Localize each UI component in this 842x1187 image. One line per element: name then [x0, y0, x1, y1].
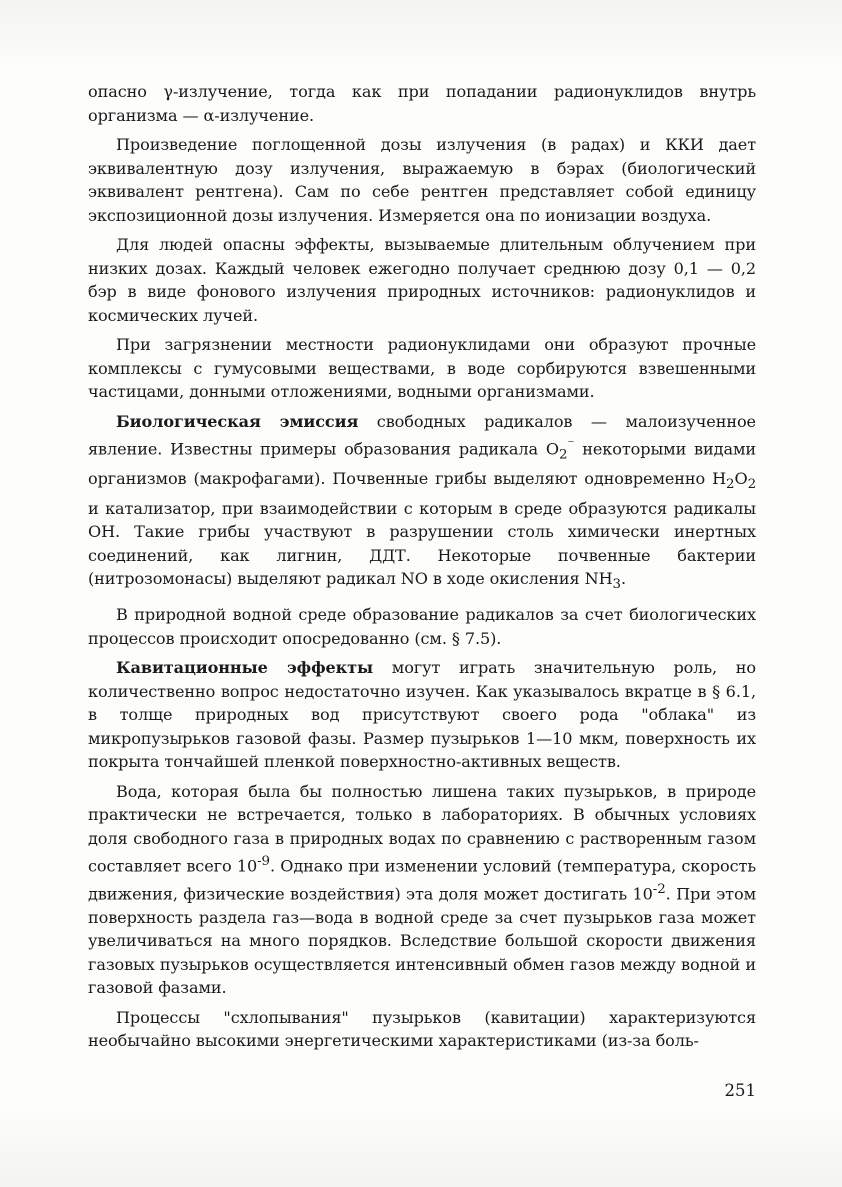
subscript: 2: [558, 447, 568, 463]
page-text-body: [88, 80, 756, 1059]
text-run: Процессы "схлопывания" пузырьков (кавитации) характеризуются необычайно высокими энергетическими характеристиками (из-за боль-: [88, 1007, 756, 1051]
paragraph: [88, 233, 756, 327]
superscript: ⁻: [567, 437, 575, 452]
superscript: -9: [257, 854, 270, 870]
text-run: некоторыми видами организмов (макрофагами). Почвенные грибы выделяют одновременно H: [88, 439, 756, 489]
bold-term: Биологическая эмиссия: [116, 411, 359, 431]
text-run: свободных радикалов — малоизученное явление. Известны примеры образования радикала O: [88, 411, 756, 459]
subscript: 3: [612, 577, 621, 593]
text-run: могут играть значительную роль, но количественно вопрос недостаточно изучен. Как указывалось вкратце в § 6.1, в толще природных вод присутствуют своего рода "облака" из микропузырьков газовой фазы. Размер пузырьков 1—10 мкм, поверхность их покрыта тончайшей пленкой поверхностно-активных веществ.: [88, 658, 756, 772]
text-run: .: [620, 569, 627, 589]
superscript: -2: [652, 881, 666, 897]
paragraph: [88, 333, 756, 404]
text-run: и катализатор, при взаимодействии с которым в среде образуются радикалы OH. Такие грибы участвуют в разрушении столь химически инертных соединений, как лигнин, ДДТ. Некоторые почвенные бактерии (нитрозомонасы) выделяют радикал NO в ходе окисления NH: [88, 498, 756, 589]
paragraph: [88, 410, 756, 598]
text-run: Произведение поглощенной дозы излучения (в радах) и ККИ дает эквивалентную дозу излучения, выражаемую в бэрах (биологический эквивалент рентгена). Сам по себе рентген представляет собой единицу экспозиционной дозы излучения. Измеряется она по ионизации воздуха.: [88, 135, 756, 225]
text-run: При загрязнении местности радионуклидами они образуют прочные комплексы с гумусовыми веществами, в воде сорбируются взвешенными частицами, донными отложениями, водными организмами.: [88, 335, 756, 401]
paragraph: [88, 1006, 756, 1053]
subscript: 2: [726, 477, 735, 493]
subscript: 2: [747, 477, 756, 493]
text-run: опасно γ-излучение, тогда как при попадании радионуклидов внутрь организма — α-излучение.: [88, 82, 756, 125]
paragraph: [88, 603, 756, 650]
text-run: . При этом поверхность раздела газ—вода в водной среде за счет пузырьков газа может увеличиваться на много порядков. Вследствие большой скорости движения газовых пузырьков осуществляется интенсивный обмен газов между водной и газовой фазами.: [88, 884, 756, 998]
text-run: В природной водной среде образование радикалов за счет биологических процессов происходит опосредованно (см. § 7.5).: [88, 605, 756, 648]
text-run: Для людей опасны эффекты, вызываемые длительным облучением при низких дозах. Каждый человек ежегодно получает среднюю дозу 0,1 — 0,2 бэр в виде фонового излучения природных источников: радионуклидов и космических лучей.: [88, 235, 756, 325]
text-run: Вода, которая была бы полностью лишена таких пузырьков, в природе практически не встречается, только в лабораториях. В обычных условиях доля свободного газа в природных водах по сравнению с растворенным газом составляет всего 10: [88, 781, 756, 876]
page-number: 251: [724, 1081, 756, 1100]
bold-term: Кавитационные эффекты: [116, 658, 374, 678]
paragraph: [88, 656, 756, 774]
text-run: O: [734, 469, 748, 489]
paragraph: [88, 80, 756, 127]
text-run: . Однако при изменении условий (температура, скорость движения, физические воздействия) эта доля может достигать 10: [88, 856, 757, 904]
paragraph: [88, 133, 756, 227]
paragraph: [88, 780, 756, 1000]
